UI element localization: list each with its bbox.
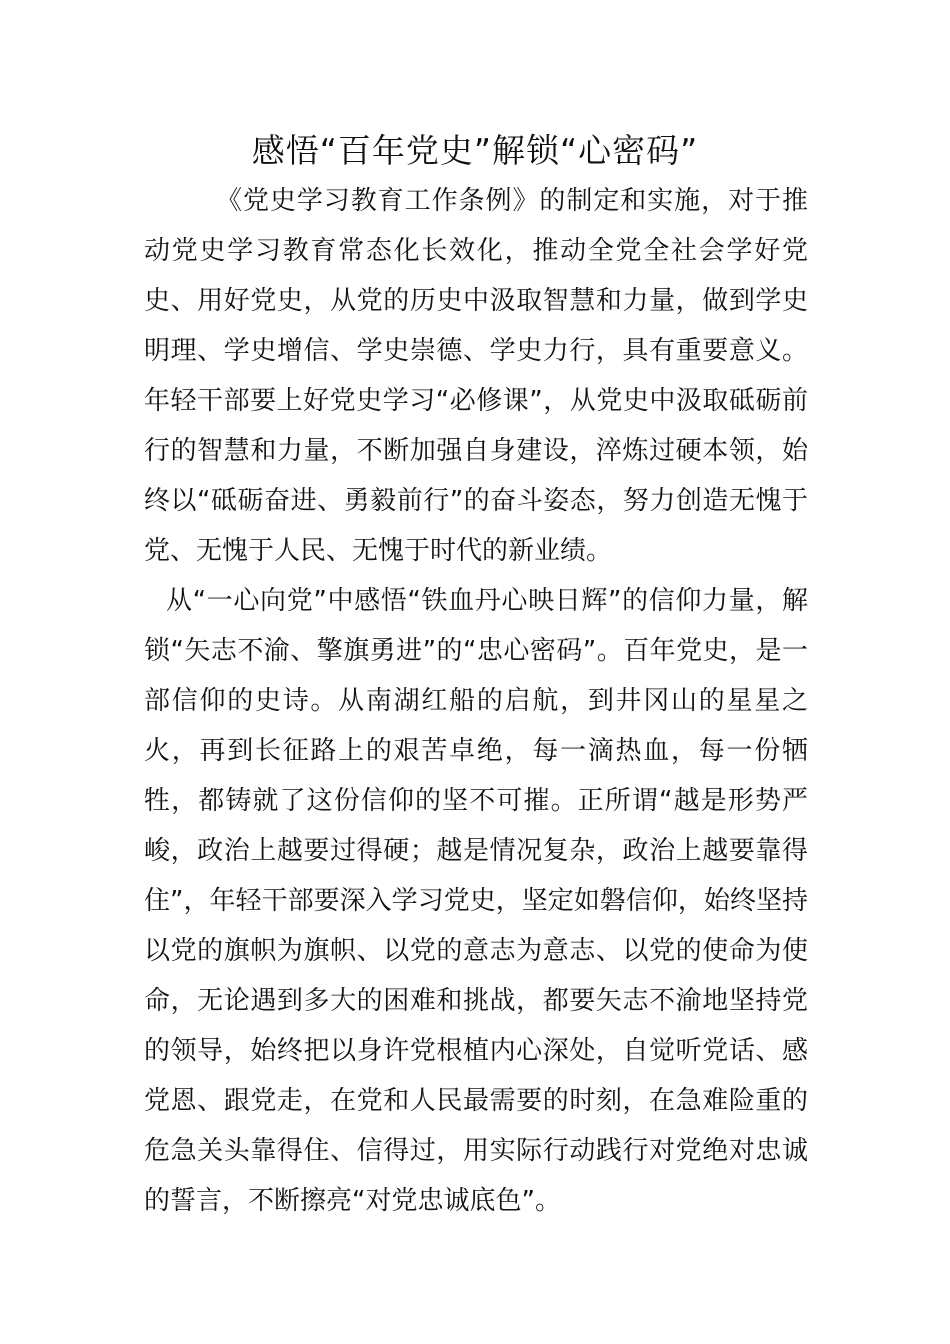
paragraph-2: 从“一心向党”中感悟“铁血丹心映日辉”的信仰力量，解锁“矢志不渝、擎旗勇进”的“忠心密码”。百年党史，是一部信仰的史诗。从南湖红船的启航，到井冈山的星星之火，再到长征路上的艰苦卓绝，每一滴热血，每一份牺牲，都铸就了这份信仰的坚不可摧。正所谓“越是形势严峻，政治上越要过得硬；越是情况复杂，政治上越要靠得住”，年轻干部要深入学习党史，坚定如磐信仰，始终坚持以党的旗帜为旗帜、以党的意志为意志、以党的使命为使命，无论遇到多大的困难和挑战，都要矢志不渝地坚持党的领导，始终把以身许党根植内心深处，自觉听党话、感党恩、跟党走，在党和人民最需要的时刻，在急难险重的危急关头靠得住、信得过，用实际行动践行对党绝对忠诚的誓言，不断擦亮“对党忠诚底色”。 bbox=[144, 586, 808, 1216]
document-title: 感悟“百年党史”解锁“心密码” bbox=[251, 131, 699, 170]
paragraph-1: 《党史学习教育工作条例》的制定和实施，对于推动党史学习教育常态化长效化，推动全党全社会学好党史、用好党史，从党的历史中汲取智慧和力量，做到学史明理、学史增信、学史崇德、学史力行，具有重要意义。年轻干部要上好党史学习“必修课”，从党史中汲取砥砺前行的智慧和力量，不断加强自身建设，淬炼过硬本领，始终以“砥砺奋进、勇毅前行”的奋斗姿态，努力创造无愧于党、无愧于人民、无愧于时代的新业绩。 bbox=[144, 186, 808, 566]
